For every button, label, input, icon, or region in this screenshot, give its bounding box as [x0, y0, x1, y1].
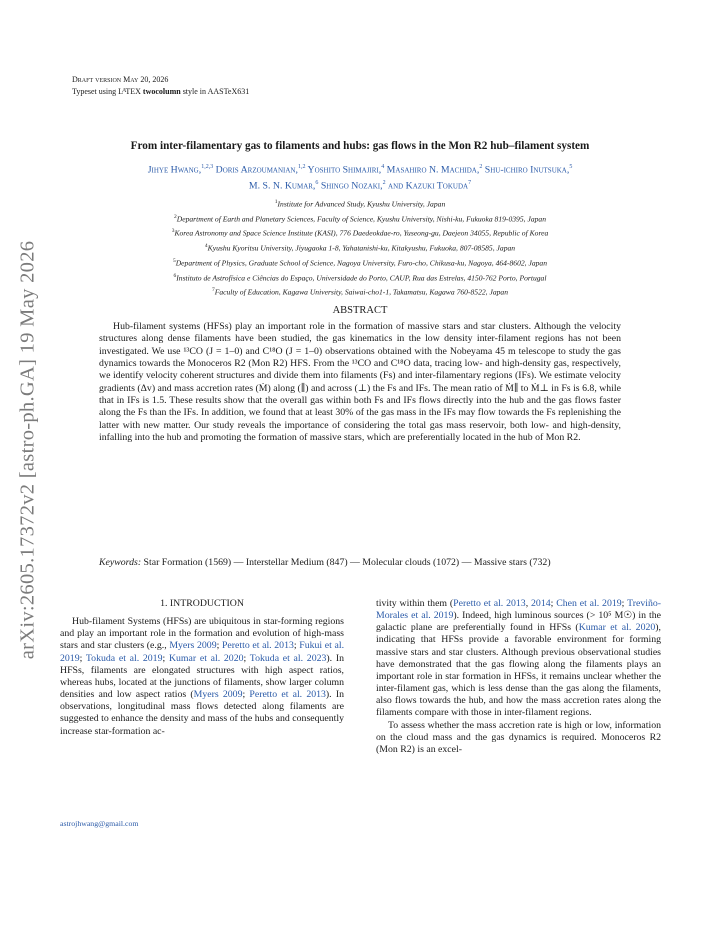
affiliation-number: 1	[274, 199, 278, 205]
affiliation-text: Instituto de Astrofísica e Ciências do Espaço, Universidade do Porto, CAUP, Rua das Estrelas, 4150-762 Porto, Portugal	[176, 273, 547, 283]
citation-link[interactable]: Peretto et al. 2013	[221, 640, 294, 652]
citation-link[interactable]: Tokuda et al. 2019	[85, 652, 163, 664]
author-affiliation-mark: 2	[382, 179, 386, 186]
affiliation-number: 2	[173, 213, 177, 220]
affiliation-item	[60, 225, 660, 240]
author-affiliation-mark: 1,2,3	[201, 164, 214, 170]
keywords-label: Keywords:	[99, 557, 142, 568]
affiliation-item	[60, 211, 660, 226]
draft-header	[72, 75, 249, 97]
abstract-heading: ABSTRACT	[332, 305, 388, 316]
author-name: Jihye Hwang,	[147, 164, 202, 176]
affiliation-item	[60, 284, 660, 299]
citation-link[interactable]: Fukui et al. 2019	[60, 640, 345, 664]
author-name: Kazuki Tokuda	[405, 180, 469, 192]
author-affiliation-mark: 4	[381, 164, 385, 170]
arxiv-sidebar-stamp	[10, 230, 46, 670]
affiliation-text: Department of Earth and Planetary Sciences, Faculty of Science, Kyushu University, Nishi-ku, Fukuoka 819-0395, Japan	[176, 214, 547, 224]
author-name: Yoshito Shimajiri,	[307, 164, 382, 176]
keywords	[99, 556, 677, 569]
affiliation-text: Korea Astronomy and Space Science Institute (KASI), 776 Daedeokdae-ro, Yuseong-gu, Daejeon 34055, Republic of Korea	[174, 229, 549, 238]
abstract-text: Hub-filament systems (HFSs) play an important role in the formation of massive stars and star clusters. Although the velocity structures along dense filaments have been studied, the gas kinematics in the low density inter-filament regions has not been investigated. We use ¹³CO (J = 1–0) and C¹⁸O (J = 1–0) observations obtained with the Nobeyama 45 m telescope to study the gas dynamics towards the Monoceros R2 (Mon R2) HFS. From the ¹³CO and C¹⁸O data, tracing low- and high-density gas, respectively, we identify velocity coherent structures and divide them into filaments (Fs) and inter-filamentary regions (IFs). We estimate velocity gradients (Δv) and mass accretion rates (Ṁ) along (∥) and across (⊥) the Fs and IFs. The mean ratio of Ṁ∥ to Ṁ⊥ in Fs is 6.8, while that in IFs is 1.5. These results show that the overall gas within both Fs and IFs flows directly into the hub and the gas flows faster along the Fs than the IFs. In addition, we found that at least 30% of the gas mass in the IFs may flow towards the Fs replenishing the latter with new matter. Our study reveals the importance of considering the total gas mass reservoir, both low- and high-density, infalling into the hub and promoting the formation of massive stars, which are preferentially located in the hub of Mon R2.	[99, 321, 621, 444]
affiliation-number: 7	[211, 287, 215, 294]
arxiv-identifier: arXiv:2605.17372v2 [astro-ph.GA] 19 May 2026	[16, 240, 39, 660]
affiliation-number: 5	[172, 257, 176, 264]
affiliation-item	[60, 270, 660, 285]
author-list	[60, 161, 660, 193]
affiliation-item	[60, 240, 660, 255]
paper-title: From inter-filamentary gas to filaments and hubs: gas flows in the Mon R2 hub–filament system	[130, 140, 590, 152]
citation-link[interactable]: Kumar et al. 2020	[168, 652, 244, 664]
citation-link[interactable]: 2014	[531, 598, 551, 609]
author-affiliation-mark: 1,2	[297, 164, 306, 170]
affiliation-number: 4	[204, 243, 208, 250]
citation-link[interactable]: Peretto et al. 2013	[453, 598, 526, 609]
citation-link[interactable]: Myers 2009	[169, 640, 217, 652]
typeset-line: Typeset using $L^ATEX$ twocolumn style in AASTeX631	[72, 86, 250, 96]
author-affiliation-mark: 7	[468, 179, 472, 186]
citation-link[interactable]: Chen et al. 2019	[556, 598, 622, 609]
author-affiliation-mark: 2	[479, 164, 483, 170]
affiliation-text: Kyushu Kyoritsu University, Jiyugaoka 1-8, Yahatanishi-ku, Kitakyushu, Fukuoka, 807-08585, Japan	[207, 243, 516, 253]
author-name: Shingo Nozaki,	[320, 180, 383, 192]
author-name: and	[388, 180, 404, 192]
right-column	[376, 598, 661, 756]
intro-paragraph-2: To assess whether the mass accretion rate is high or low, information on the cloud mass and the gas dynamics is required. Monoceros R2 (Mon R2) is an excel-	[376, 719, 661, 755]
section-heading-introduction: 1. INTRODUCTION	[160, 598, 244, 609]
keywords-text: Star Formation (1569) — Interstellar Medium (847) — Molecular clouds (1072) — Massive stars (732)	[143, 557, 551, 568]
citation-link[interactable]: Kumar et al. 2020	[578, 622, 656, 634]
author-affiliation-mark: 6	[315, 179, 319, 186]
author-name: Shu-ichiro Inutsuka,	[484, 164, 570, 176]
intro-paragraph-1-continued: tivity within them (Peretto et al. 2013, 2014; Chen et al. 2019; Treviño-Morales et al. 2019). Indeed, high luminous sources (> 10⁵ M☉) in the galactic plane are preferentially found in HFSs (Kumar et al. 2020), indicating that HFSs provide a favorable environment for forming massive stars and star clusters. Although previous observational studies have demonstrated that the gas flowing along the filaments plays an important role in star formation in HFSs, it remains unclear whether the inter-filament gas, which is less dense than the gas along the filaments, also flows towards the hub, and how the mass accretion rates along the filaments compare with those in inter-filament regions.	[376, 598, 662, 719]
affiliation-text: Faculty of Education, Kagawa University, Saiwai-cho1-1, Takamatsu, Kagawa 760-8522, Japan	[214, 287, 509, 297]
citation-link[interactable]: Myers 2009	[193, 689, 243, 701]
affiliation-item	[60, 196, 660, 211]
draft-version-line: Draft version May 20, 2026	[72, 75, 169, 84]
affiliation-text: Department of Physics, Graduate School of Science, Nagoya University, Furo-cho, Chikusa-ku, Nagoya, 464-8602, Japan	[175, 258, 548, 268]
affiliation-number: 6	[173, 272, 177, 279]
author-name: Masahiro N. Machida,	[386, 164, 480, 176]
author-affiliation-mark: 5	[569, 164, 573, 170]
affiliation-number: 3	[171, 228, 175, 235]
citation-link[interactable]: Peretto et al. 2013	[249, 689, 326, 701]
author-email-link[interactable]: astrojhwang@gmail.com	[60, 819, 139, 828]
citation-link[interactable]: Tokuda et al. 2023	[249, 652, 327, 664]
left-column	[60, 598, 344, 738]
affiliation-item	[60, 255, 660, 270]
author-name: M. S. N. Kumar,	[248, 180, 316, 192]
affiliation-text: Institute for Advanced Study, Kyushu University, Japan	[277, 199, 446, 209]
affiliation-list	[60, 196, 660, 299]
citation-link[interactable]: Treviño-Morales et al. 2019	[376, 598, 662, 622]
author-name: Doris Arzoumanian,	[215, 164, 298, 176]
intro-paragraph-1: Hub-filament Systems (HFSs) are ubiquitous in star-forming regions and play an important role in the formation and evolution of high-mass stars and star clusters (e.g., Myers 2009; Peretto et al. 2013; Fukui et al. 2019; Tokuda et al. 2019; Kumar et al. 2020; Tokuda et al. 2023). In HFSs, filaments are elongated structures with high aspect ratios, whereas hubs, located at the junctions of filaments, show larger column densities and low aspect ratios (Myers 2009; Peretto et al. 2013). In observations, longitudinal mass flows detected along filaments are suggested to enhance the density and mass of the hubs and consequently increase star-formation ac-	[60, 616, 345, 737]
